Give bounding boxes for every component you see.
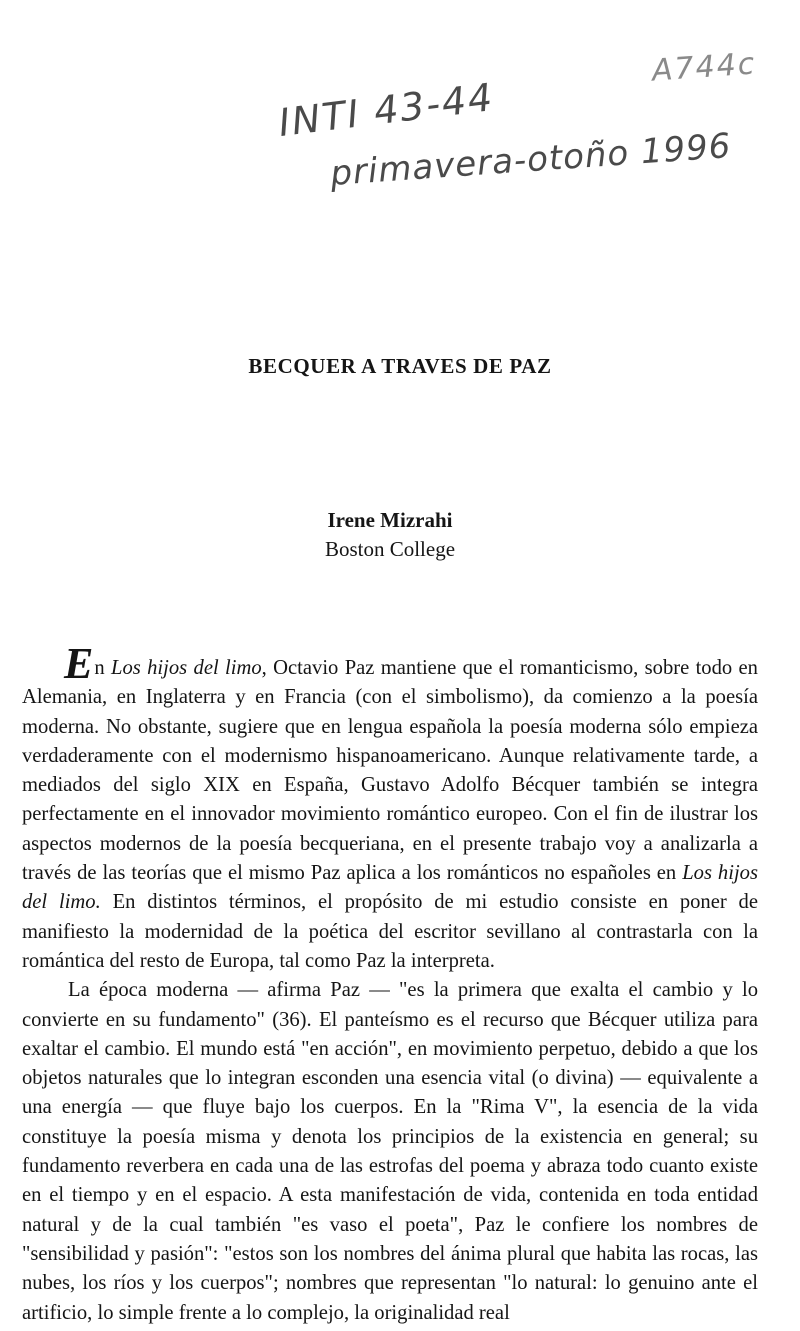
book-title: Los hijos del limo [111, 657, 262, 679]
author-block [0, 508, 780, 562]
author-name: Irene Mizrahi [327, 508, 453, 532]
paragraph-2: La época moderna — afirma Paz — "es la primera que exalta el cambio y lo convierte en su fundamento" (36). El panteísmo es el recurso que Bécquer utiliza para exaltar el cambio. El mundo está "en acción", en movimiento perpetuo, debido a que los objetos naturales que lo integran esconden una esencia vital (o divina) — equivalente a una energía — que fluye bajo los cuerpos. En la "Rima V", la esencia de la vida constituye la poesía misma y denota los principios de la existencia en general; su fundamento reverbera en cada una de las estrofas del poema y abraza todo cuanto existe en el tiempo y en el espacio. A esta manifestación de vida, contenida en toda entidad natural y de la cual también "es vaso el poeta", Paz le confiere los nombres de "sensibilidad y pasión": "estos son los nombres del ánima plural que habita las rocas, las nubes, los ríos y los cuerpos"; nombres que representan "lo natural: lo genuino ante el artificio, lo simple frente a lo complejo, la originalidad real [22, 979, 758, 1324]
article-title: BECQUER A TRAVES DE PAZ [248, 354, 552, 378]
author-affiliation: Boston College [324, 537, 456, 561]
handwritten-journal-issue: INTI 43-44 [276, 74, 497, 146]
article-body [22, 639, 758, 1328]
drop-cap: E [64, 639, 94, 688]
paragraph-1-lead: n [94, 657, 112, 679]
paragraph-1-text-end: En distintos términos, el propósito de mi estudio consiste en poner de manifiesto la modernidad de la poética del escritor sevillano al contrastarla con la romántica del resto de Europa, tal como Paz la interpreta. [22, 891, 758, 972]
book-title: Los hijos del limo. [22, 862, 758, 914]
handwritten-journal-date: primavera-otoño 1996 [329, 126, 733, 194]
handwritten-catalog-mark: A744c [650, 46, 758, 89]
paragraph-1 [22, 639, 758, 976]
paragraph-1-text: , Octavio Paz mantiene que el romanticismo, sobre todo en Alemania, en Inglaterra y en Francia (con el simbolismo), da comienzo a la poesía moderna. No obstante, sugiere que en lengua española la poesía moderna sólo empieza verdaderamente con el modernismo hispanoamericano. Aunque relativamente tarde, a mediados del siglo XIX en España, Gustavo Adolfo Bécquer también se integra perfectamente en el innovador movimiento romántico europeo. Con el fin de ilustrar los aspectos modernos de la poesía becqueriana, en el presente trabajo voy a analizarla a través de las teorías que el mismo Paz aplica a los románticos no españoles en [22, 657, 758, 885]
